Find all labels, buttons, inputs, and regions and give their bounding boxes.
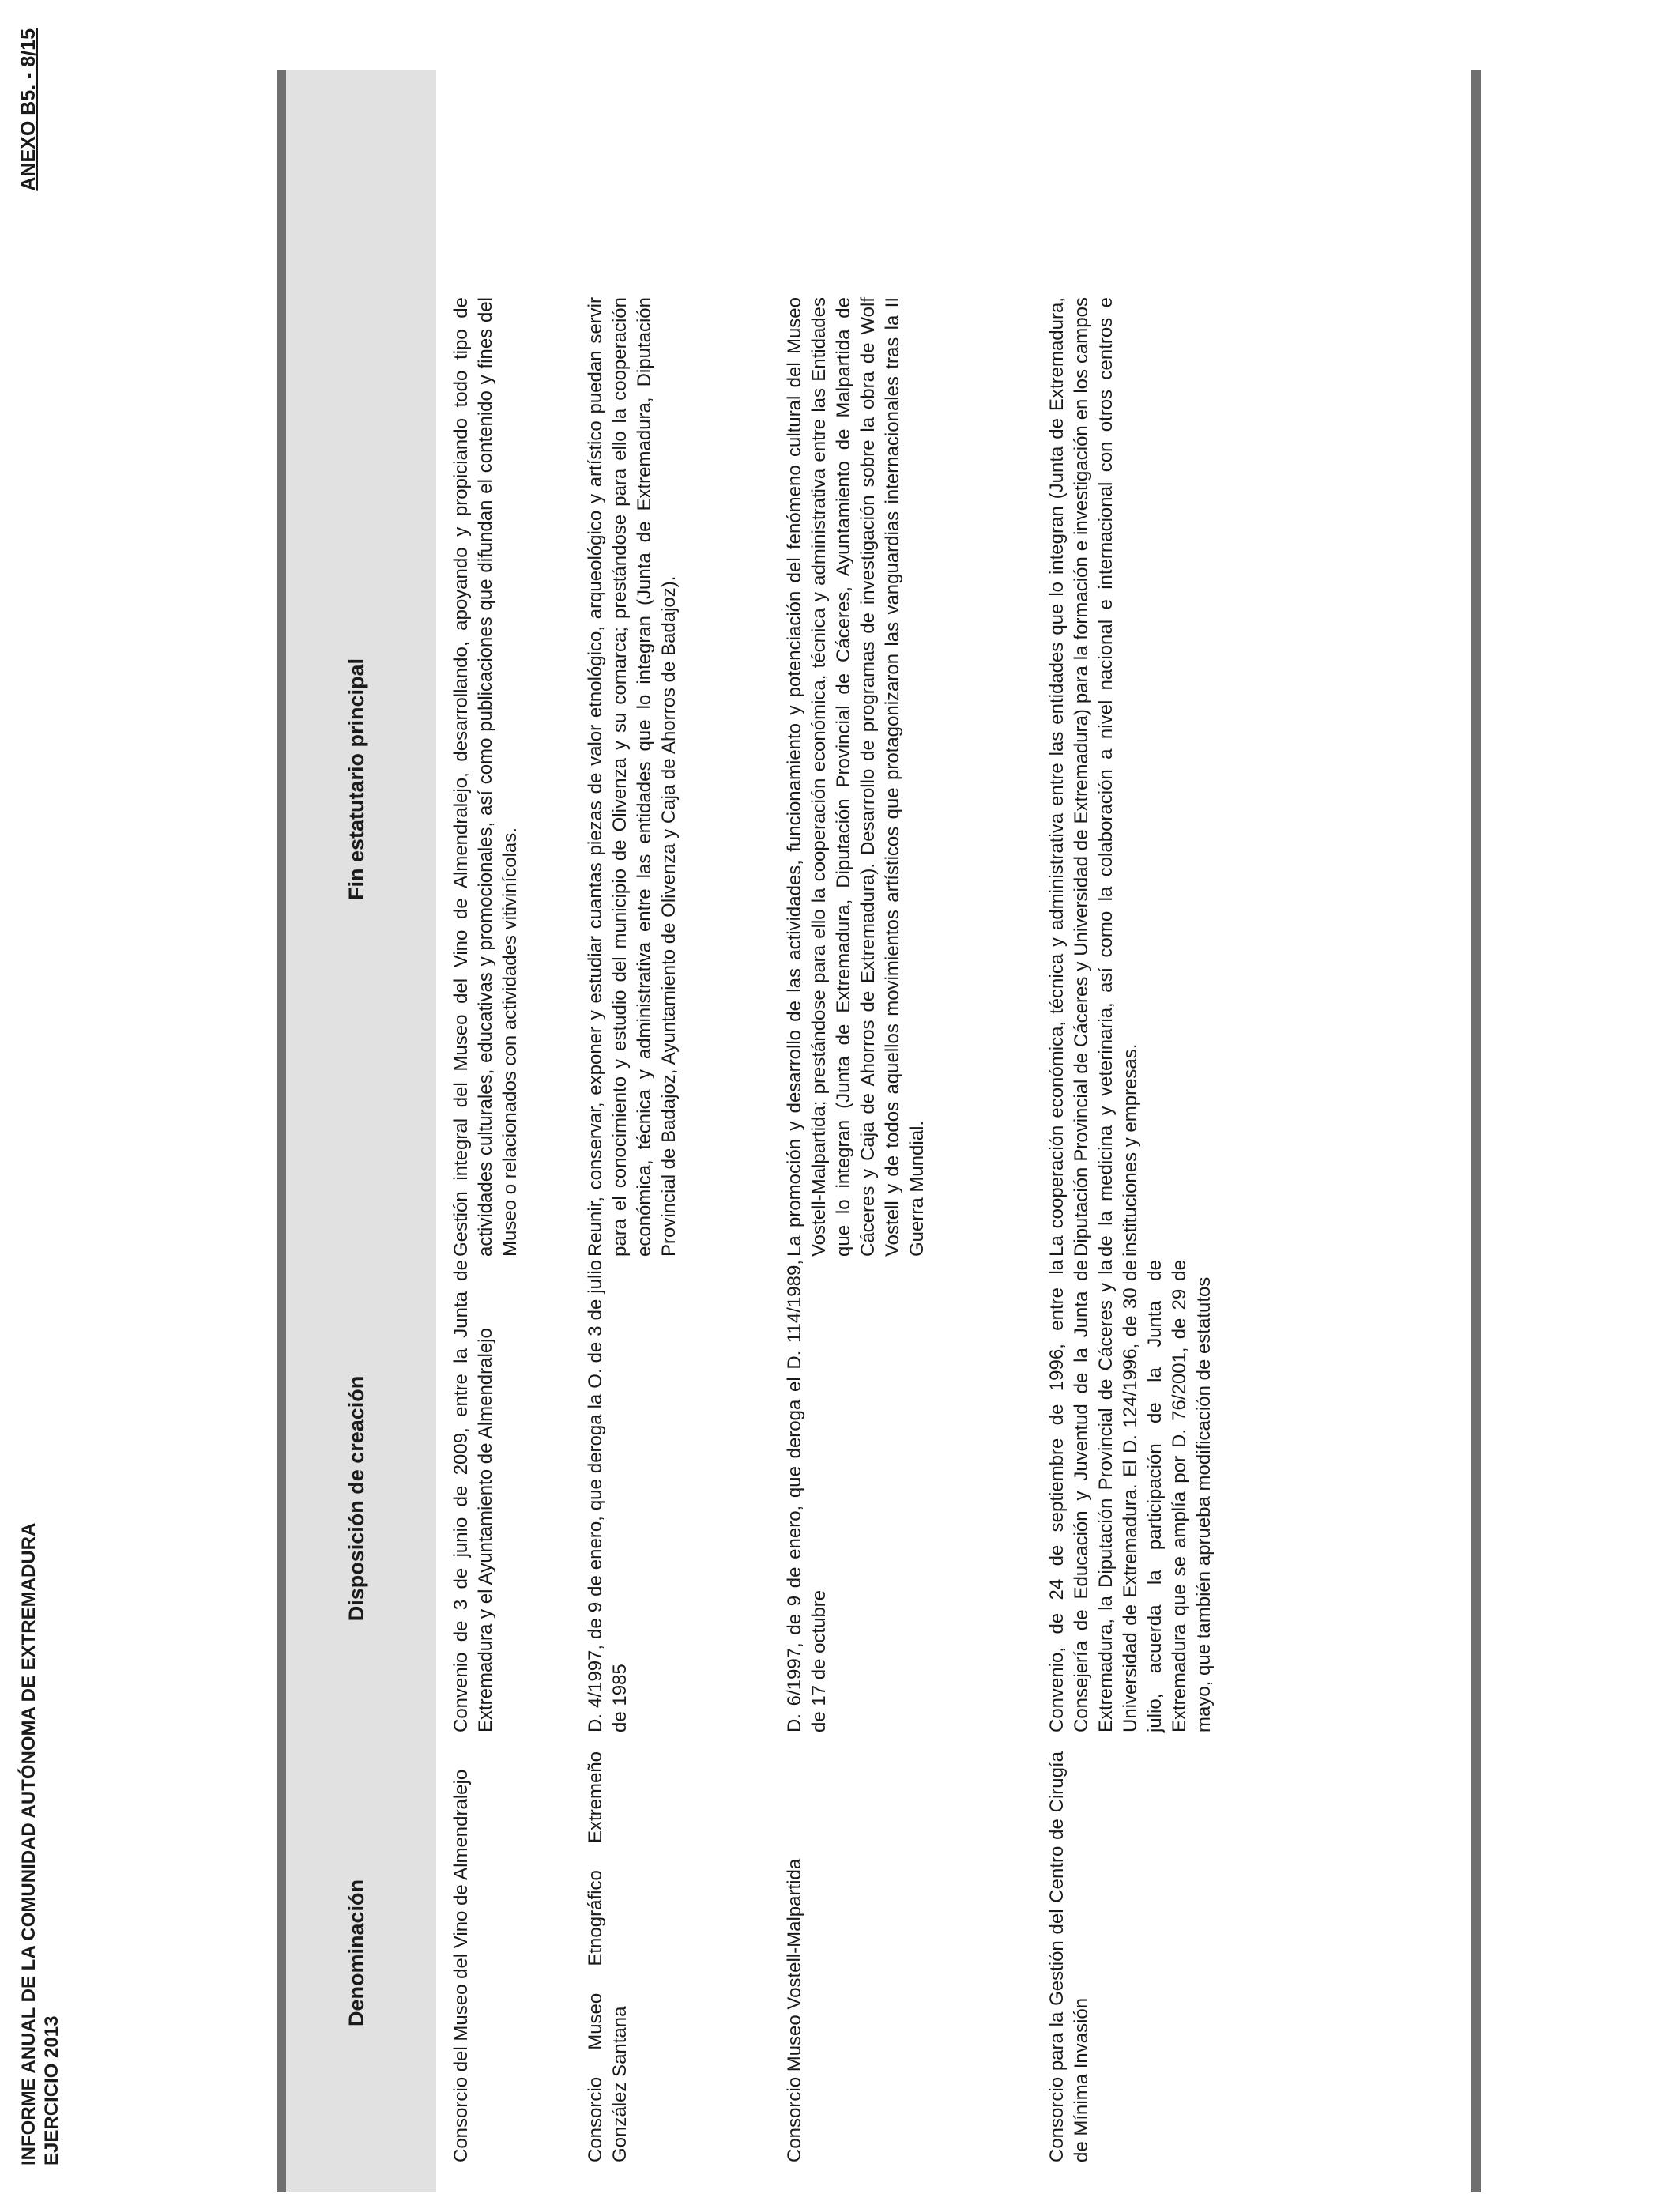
cell-denominacion: Consorcio Museo Vostell-Malpartida [784,1858,805,2162]
cell-fin: La cooperación económica, técnica y administrativa entre las entidades que lo integran (Junta de Extremadura, Diputación Provincial de Cáceres y Universidad de Extremadura) para la formación e investigación en los campos de la medicina y veterinaria, así como la colaboración a nivel nacional e internacional con otros centros e instituciones y empresas. [1046,297,1141,1257]
column-header-disposicion: Disposición de creación [345,1375,368,1622]
cell-fin: Gestión integral del Museo del Vino de Almendralejo, desarrollando, apoyando y propiciando todo tipo de actividades culturales, educativas y promocionales, así como publicaciones que difundan el contenido y fines del Museo o relacionados con actividades vitivinícolas. [450,297,521,1257]
table-top-rule [277,70,286,2192]
cell-disposicion: D. 6/1997, de 9 de enero, que deroga el D. 114/1989, de 17 de octubre [784,1260,830,1732]
cell-denominacion: Consorcio del Museo del Vino de Almendralejo [450,1769,472,2162]
cell-disposicion: Convenio, de 24 de septiembre de 1996, entre la Consejería de Educación y Juventud de la Junta de Extremadura, la Diputación Provincial de Cáceres y la Universidad de Extremadura. El D. 124/1996, de 30 de julio, acuerda la participación de la Junta de Extremadura que se amplía por D. 76/2001, de 29 de mayo, que también aprueba modificación de estatutos [1046,1260,1215,1732]
cell-denominacion: Consorcio para la Gestión del Centro de Cirugía de Mínima Invasión [1046,1751,1092,2162]
column-header-denominacion: Denominación [345,1879,368,2027]
table-bottom-rule [1471,70,1481,2192]
cell-disposicion: D. 4/1997, de 9 de enero, que deroga la O. de 3 de julio de 1985 [585,1260,631,1732]
cell-denominacion: Consorcio Museo Etnográfico Extremeño González Santana [585,1751,631,2162]
cell-fin: La promoción y desarrollo de las actividades, funcionamiento y potenciación del fenómeno cultural del Museo Vostell-Malpartida; prestándose para ello la cooperación económica, técnica y administrativa entre las Entidades que lo integran (Junta de Extremadura, Diputación Provincial de Cáceres, Ayuntamiento de Malpartida de Cáceres y Caja de Ahorros de Extremadura). Desarrollo de programas de investigación sobre la obra de Wolf Vostell y de todos aquellos movimientos artísticos que protagonizaron las vanguardias internacionales tras la II Guerra Mundial. [784,297,928,1257]
report-header [17,1523,63,2166]
report-title: INFORME ANUAL DE LA COMUNIDAD AUTÓNOMA DE EXTREMADURA [18,1522,40,2166]
report-year: EJERCICIO 2013 [41,2015,62,2166]
annex-label: ANEXO B5. - 8/15 [17,28,40,191]
cell-fin: Reunir, conservar, exponer y estudiar cuantas piezas de valor etnológico, arqueológico y artístico puedan servir para el conocimiento y estudio del municipio de Olivenza y su comarca; prestándose para ello la cooperación económica, técnica y administrativa entre las entidades que lo integran (Junta de Extremadura, Diputación Provincial de Badajoz, Ayuntamiento de Olivenza y Caja de Ahorros de Badajoz). [585,297,680,1257]
cell-disposicion: Convenio de 3 de junio de 2009, entre la Junta de Extremadura y el Ayuntamiento de Almendralejo [450,1260,496,1732]
column-header-fin: Fin estatutario principal [345,658,368,901]
